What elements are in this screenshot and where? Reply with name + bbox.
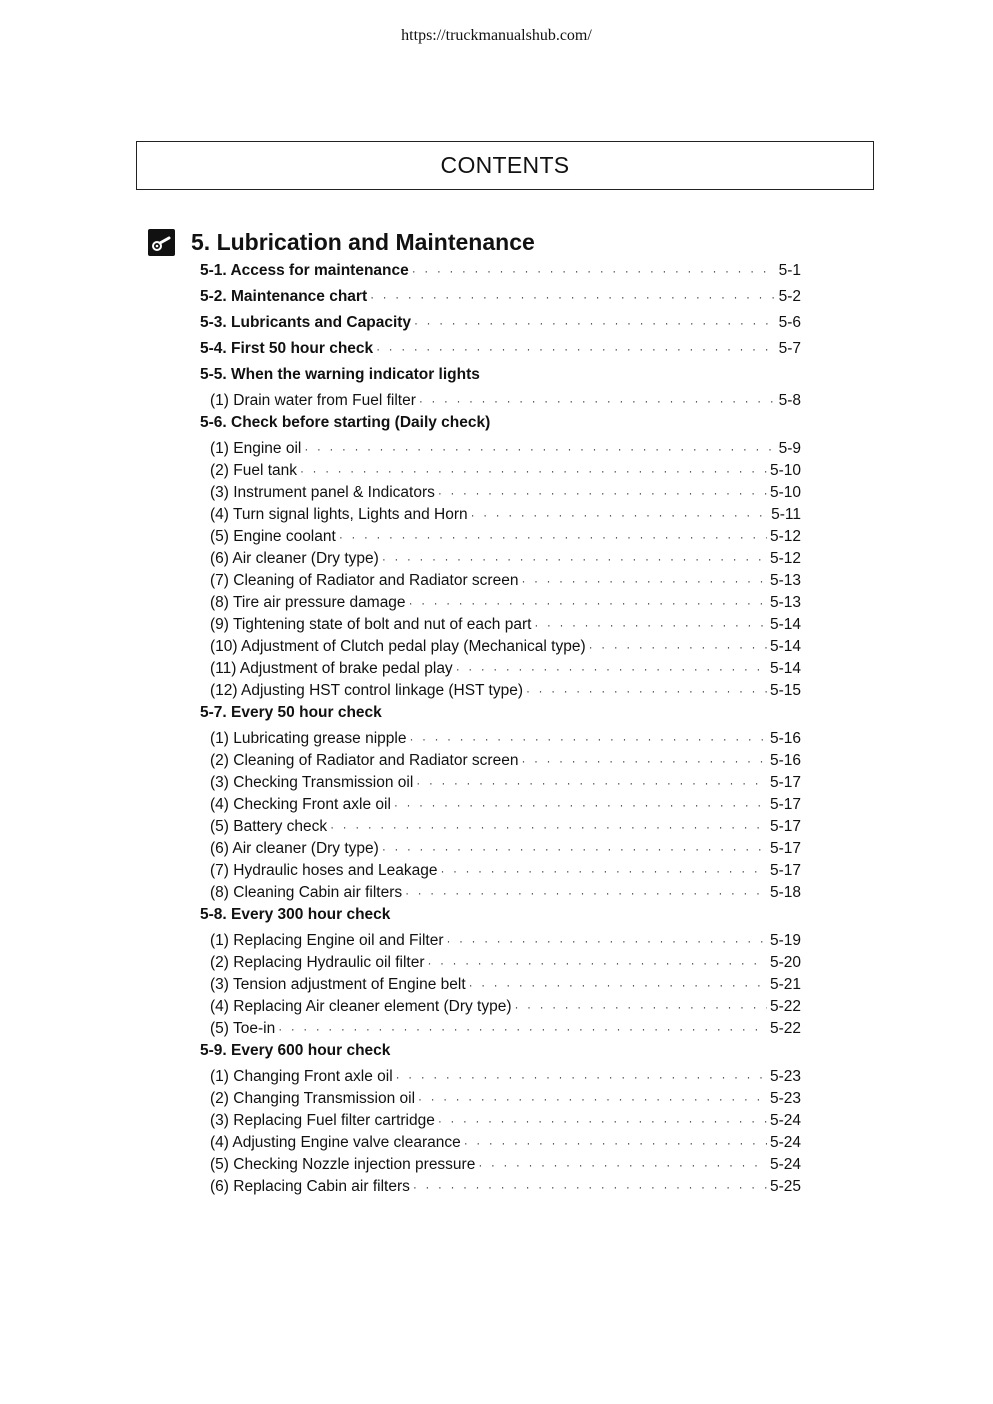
toc-page-number: 5-24 [769,1134,801,1151]
toc-page-number: 5-17 [769,774,801,791]
dot-leader [446,930,766,952]
toc-page-number: 5-8 [778,392,801,409]
toc-section[interactable] [200,286,801,312]
dot-leader [376,338,775,360]
toc-entry-title: (1) Replacing Engine oil and Filter [210,932,444,949]
toc-page-number: 5-22 [769,1020,801,1037]
contents-heading-box [136,141,874,190]
dot-leader [464,1132,767,1154]
toc-entry-title: (5) Checking Nozzle injection pressure [210,1156,476,1173]
toc-item[interactable] [200,952,801,974]
toc-entry-title: (3) Instrument panel & Indicators [210,484,435,501]
toc-entry-title: (2) Fuel tank [210,462,298,479]
toc-page-number: 5-14 [769,616,801,633]
toc-item[interactable] [200,1018,801,1040]
toc-entry-title: (2) Changing Transmission oil [210,1090,416,1107]
dot-leader [589,636,767,658]
toc-entry-title: (11) Adjustment of brake pedal play [210,660,453,677]
toc-entry-title: (10) Adjustment of Clutch pedal play (Mechanical type) [210,638,586,655]
toc-entry-title: (1) Lubricating grease nipple [210,730,407,747]
toc-entry-title: (4) Checking Front axle oil [210,796,391,813]
toc-page-number: 5-10 [769,462,801,479]
dot-leader [409,592,767,614]
toc-entry-title: 5-8. Every 300 hour check [200,906,391,923]
toc-item[interactable] [200,614,801,636]
toc-item[interactable] [200,526,801,548]
dot-leader [414,312,776,334]
dot-leader [471,504,769,526]
toc-entry-title: 5-9. Every 600 hour check [200,1042,391,1059]
toc-item[interactable] [200,680,801,702]
dot-leader [418,1088,767,1110]
toc-entry-title: (6) Replacing Cabin air filters [210,1178,410,1195]
dot-leader [370,286,775,308]
toc-item[interactable] [200,482,801,504]
table-of-contents [200,260,801,1198]
dot-leader [405,882,767,904]
toc-item[interactable] [200,728,801,750]
toc-section[interactable] [200,412,801,438]
toc-entry-title: (8) Cleaning Cabin air filters [210,884,403,901]
toc-page-number: 5-20 [769,954,801,971]
toc-page-number: 5-9 [778,440,801,457]
dot-leader [300,460,767,482]
contents-title: CONTENTS [440,152,570,178]
toc-entry-title: (1) Engine oil [210,440,302,457]
toc-page-number: 5-15 [769,682,801,699]
toc-page-number: 5-10 [769,484,801,501]
toc-page-number: 5-16 [769,730,801,747]
toc-item[interactable] [200,860,801,882]
toc-entry-title: (1) Drain water from Fuel filter [210,392,416,409]
dot-leader [438,1110,767,1132]
dot-leader [428,952,767,974]
toc-page-number: 5-22 [769,998,801,1015]
toc-page-number: 5-21 [769,976,801,993]
toc-item[interactable] [200,636,801,658]
toc-entry-title: (2) Replacing Hydraulic oil filter [210,954,425,971]
dot-leader [534,614,767,636]
toc-section[interactable] [200,312,801,338]
toc-item[interactable] [200,794,801,816]
toc-item[interactable] [200,1176,801,1198]
toc-section[interactable] [200,364,801,390]
toc-item[interactable] [200,548,801,570]
toc-entry-title: 5-2. Maintenance chart [200,288,368,305]
toc-entry-title: 5-3. Lubricants and Capacity [200,314,412,331]
dot-leader [412,260,776,282]
toc-item[interactable] [200,438,801,460]
toc-page-number: 5-19 [769,932,801,949]
dot-leader [382,838,767,860]
toc-page-number: 5-25 [769,1178,801,1195]
toc-page-number: 5-16 [769,752,801,769]
dot-leader [419,390,776,412]
toc-item[interactable] [200,390,801,412]
toc-page-number: 5-12 [769,550,801,567]
toc-entry-title: 5-1. Access for maintenance [200,262,409,279]
dot-leader [521,570,767,592]
toc-item[interactable] [200,460,801,482]
toc-page-number: 5-6 [778,314,801,331]
toc-entry-title: (5) Engine coolant [210,528,336,545]
toc-page-number: 5-2 [778,288,801,305]
dot-leader [456,658,767,680]
toc-entry-title: (4) Replacing Air cleaner element (Dry type) [210,998,512,1015]
toc-page-number: 5-23 [769,1068,801,1085]
toc-entry-title: (5) Battery check [210,818,328,835]
toc-page-number: 5-24 [769,1112,801,1129]
toc-item[interactable] [200,996,801,1018]
dot-leader [382,548,767,570]
toc-item[interactable] [200,1154,801,1176]
toc-item[interactable] [200,1132,801,1154]
toc-page-number: 5-12 [769,528,801,545]
dot-leader [339,526,767,548]
dot-leader [396,1066,767,1088]
toc-section[interactable] [200,1040,801,1066]
dot-leader [478,1154,767,1176]
chapter-heading [148,226,535,258]
dot-leader [526,680,767,702]
wrench-icon [148,229,175,256]
toc-entry-title: (6) Air cleaner (Dry type) [210,550,379,567]
toc-entry-title: (3) Checking Transmission oil [210,774,414,791]
toc-item[interactable] [200,974,801,996]
toc-entry-title: (8) Tire air pressure damage [210,594,406,611]
toc-item[interactable] [200,772,801,794]
toc-section[interactable] [200,904,801,930]
dot-leader [438,482,767,504]
dot-leader [416,772,767,794]
dot-leader [304,438,775,460]
source-url[interactable]: https://truckmanualshub.com/ [401,27,592,44]
toc-entry-title: (7) Cleaning of Radiator and Radiator screen [210,572,519,589]
dot-leader [409,728,767,750]
toc-item[interactable] [200,592,801,614]
toc-page-number: 5-1 [778,262,801,279]
toc-entry-title: (2) Cleaning of Radiator and Radiator screen [210,752,519,769]
toc-page-number: 5-14 [769,638,801,655]
toc-page-number: 5-13 [769,594,801,611]
toc-entry-title: 5-7. Every 50 hour check [200,704,382,721]
toc-item[interactable] [200,570,801,592]
toc-section[interactable] [200,260,801,286]
toc-item[interactable] [200,504,801,526]
toc-entry-title: (3) Replacing Fuel filter cartridge [210,1112,435,1129]
toc-page-number: 5-7 [778,340,801,357]
toc-entry-title: 5-6. Check before starting (Daily check) [200,414,491,431]
toc-entry-title: (1) Changing Front axle oil [210,1068,393,1085]
toc-entry-title: (7) Hydraulic hoses and Leakage [210,862,438,879]
toc-entry-title: (6) Air cleaner (Dry type) [210,840,379,857]
toc-entry-title: 5-4. First 50 hour check [200,340,374,357]
toc-item[interactable] [200,838,801,860]
toc-item[interactable] [200,930,801,952]
toc-page-number: 5-23 [769,1090,801,1107]
dot-leader [278,1018,767,1040]
toc-page-number: 5-24 [769,1156,801,1173]
toc-section[interactable] [200,702,801,728]
toc-entry-title: (12) Adjusting HST control linkage (HST type) [210,682,524,699]
toc-page-number: 5-17 [769,862,801,879]
dot-leader [394,794,767,816]
toc-item[interactable] [200,882,801,904]
toc-entry-title: 5-5. When the warning indicator lights [200,366,480,383]
toc-item[interactable] [200,816,801,838]
toc-page-number: 5-17 [769,818,801,835]
dot-leader [440,860,767,882]
toc-item[interactable] [200,1066,801,1088]
toc-page-number: 5-11 [771,506,801,523]
chapter-title: 5. Lubrication and Maintenance [191,228,535,255]
dot-leader [515,996,767,1018]
toc-item[interactable] [200,1088,801,1110]
toc-item[interactable] [200,658,801,680]
toc-section[interactable] [200,338,801,364]
toc-entry-title: (3) Tension adjustment of Engine belt [210,976,466,993]
dot-leader [469,974,767,996]
dot-leader [330,816,767,838]
toc-page-number: 5-17 [769,796,801,813]
toc-page-number: 5-13 [769,572,801,589]
toc-page-number: 5-17 [769,840,801,857]
toc-page-number: 5-14 [769,660,801,677]
toc-entry-title: (4) Turn signal lights, Lights and Horn [210,506,468,523]
toc-entry-title: (5) Toe-in [210,1020,276,1037]
toc-entry-title: (4) Adjusting Engine valve clearance [210,1134,461,1151]
dot-leader [521,750,767,772]
toc-page-number: 5-18 [769,884,801,901]
toc-item[interactable] [200,750,801,772]
toc-entry-title: (9) Tightening state of bolt and nut of each part [210,616,532,633]
dot-leader [413,1176,767,1198]
toc-item[interactable] [200,1110,801,1132]
